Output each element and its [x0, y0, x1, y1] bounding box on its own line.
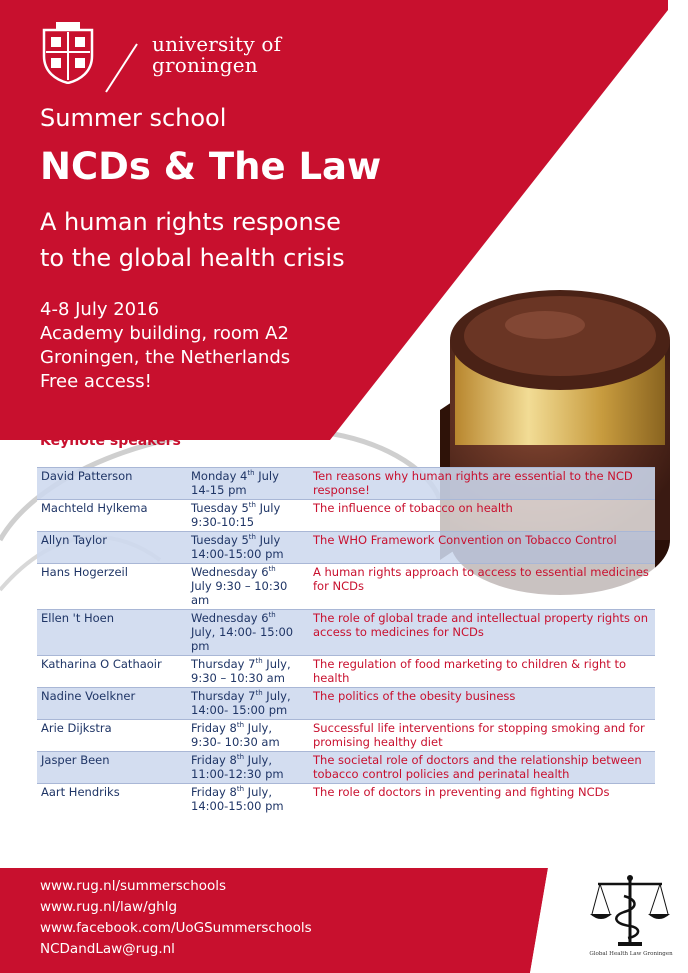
subtitle: [40, 204, 345, 276]
date-time: July, 14:00- 15:00 pm: [191, 625, 294, 653]
date-day: Tuesday 5: [191, 501, 249, 515]
date-month: July,: [244, 721, 273, 735]
speaker-topic: The WHO Framework Convention on Tobacco Control: [309, 532, 655, 564]
date-month: July: [255, 533, 281, 547]
date-suffix: th: [255, 657, 263, 666]
speaker-topic: The politics of the obesity business: [309, 688, 655, 720]
table-row: [37, 720, 655, 752]
table-row: [37, 656, 655, 688]
speaker-topic: Ten reasons why human rights are essential to the NCD response!: [309, 468, 655, 500]
speaker-name: Arie Dijkstra: [37, 720, 187, 752]
date-time: 9:30-10:15: [191, 515, 255, 529]
speaker-name: Katharina O Cathaoir: [37, 656, 187, 688]
speaker-name: Nadine Voelkner: [37, 688, 187, 720]
date-time: July 9:30 – 10:30 am: [191, 579, 288, 607]
date-time: 14:00-15:00 pm: [191, 547, 284, 561]
speaker-date: [187, 610, 309, 656]
logo-line-2: groningen: [152, 53, 258, 77]
speaker-name: Machteld Hylkema: [37, 500, 187, 532]
speaker-date: [187, 564, 309, 610]
keynote-heading: Keynote speakers: [40, 433, 181, 449]
date-day: Tuesday 5: [191, 533, 249, 547]
summer-school-label: Summer school: [40, 104, 227, 132]
table-row: [37, 532, 655, 564]
speaker-topic: The societal role of doctors and the relationship between tobacco control policies and perinatal health: [309, 752, 655, 784]
date-time: 14:00-15:00 pm: [191, 799, 284, 813]
ghlg-link[interactable]: www.rug.nl/law/ghlg: [40, 899, 178, 915]
speaker-date: [187, 500, 309, 532]
date-time: 9:30- 10:30 am: [191, 735, 280, 749]
university-crest-icon: [42, 22, 94, 84]
date-day: Friday 8: [191, 785, 237, 799]
speaker-name: Allyn Taylor: [37, 532, 187, 564]
date-time: 11:00-12:30 pm: [191, 767, 284, 781]
footer-links: [40, 876, 312, 960]
speaker-date: [187, 468, 309, 500]
date-day: Thursday 7: [191, 657, 256, 671]
date-day: Monday 4: [191, 469, 248, 483]
summerschools-link[interactable]: www.rug.nl/summerschools: [40, 878, 227, 894]
event-details: [40, 298, 290, 394]
date-suffix: th: [248, 533, 256, 542]
university-logo-text: [152, 34, 281, 76]
date-time: 9:30 – 10:30 am: [191, 671, 285, 685]
date-suffix: th: [236, 721, 245, 730]
speaker-name: Jasper Been: [37, 752, 187, 784]
speakers-table: [37, 467, 655, 815]
table-row: [37, 752, 655, 784]
speaker-date: [187, 532, 309, 564]
speaker-date: [187, 688, 309, 720]
table-row: [37, 688, 655, 720]
email-link[interactable]: NCDandLaw@rug.nl: [40, 941, 175, 957]
date-time: 14:00- 15:00 pm: [191, 703, 288, 717]
speaker-topic: The influence of tobacco on health: [309, 500, 655, 532]
speaker-date: [187, 656, 309, 688]
date-day: Thursday 7: [191, 689, 256, 703]
event-dates: 4-8 July 2016: [40, 299, 160, 320]
logo-line-1: university of: [152, 32, 282, 56]
date-month: July,: [262, 657, 291, 671]
speaker-name: Hans Hogerzeil: [37, 564, 187, 610]
subtitle-line-1: A human rights response: [40, 208, 341, 236]
date-month: July,: [244, 753, 273, 767]
date-suffix: th: [255, 689, 263, 698]
date-suffix: th: [268, 565, 276, 574]
date-suffix: th: [248, 501, 256, 510]
date-suffix: th: [247, 469, 255, 478]
subtitle-line-2: to the global health crisis: [40, 244, 345, 272]
speaker-name: David Patterson: [37, 468, 187, 500]
table-row: [37, 500, 655, 532]
date-day: Wednesday 6: [191, 611, 269, 625]
speaker-topic: Successful life interventions for stopping smoking and for promising healthy diet: [309, 720, 655, 752]
partner-logo-caption: Global Health Law Groningen: [589, 951, 673, 957]
date-day: Friday 8: [191, 753, 237, 767]
speaker-topic: The regulation of food marketing to children & right to health: [309, 656, 655, 688]
table-row: [37, 784, 655, 816]
speaker-topic: The role of doctors in preventing and fighting NCDs: [309, 784, 655, 816]
event-city: Groningen, the Netherlands: [40, 347, 291, 368]
table-row: [37, 468, 655, 500]
speaker-name: Ellen 't Hoen: [37, 610, 187, 656]
table-row: [37, 610, 655, 656]
event-access: Free access!: [40, 371, 152, 392]
date-month: July: [255, 501, 281, 515]
date-day: Friday 8: [191, 721, 237, 735]
date-suffix: th: [236, 785, 245, 794]
speaker-name: Aart Hendriks: [37, 784, 187, 816]
event-venue: Academy building, room A2: [40, 323, 289, 344]
date-month: July,: [262, 689, 291, 703]
speaker-date: [187, 784, 309, 816]
date-month: July,: [244, 785, 273, 799]
date-day: Wednesday 6: [191, 565, 269, 579]
facebook-link[interactable]: www.facebook.com/UoGSummerschools: [40, 920, 312, 936]
date-month: July: [254, 469, 279, 483]
date-time: 14-15 pm: [191, 483, 247, 497]
date-suffix: th: [236, 753, 245, 762]
page-title: NCDs & The Law: [40, 145, 382, 188]
speaker-topic: The role of global trade and intellectual property rights on access to medicines for NCDs: [309, 610, 655, 656]
speaker-date: [187, 752, 309, 784]
speaker-date: [187, 720, 309, 752]
date-suffix: th: [268, 611, 276, 620]
scales-of-justice-icon: [588, 870, 672, 950]
speaker-topic: A human rights approach to access to essential medicines for NCDs: [309, 564, 655, 610]
table-row: [37, 564, 655, 610]
